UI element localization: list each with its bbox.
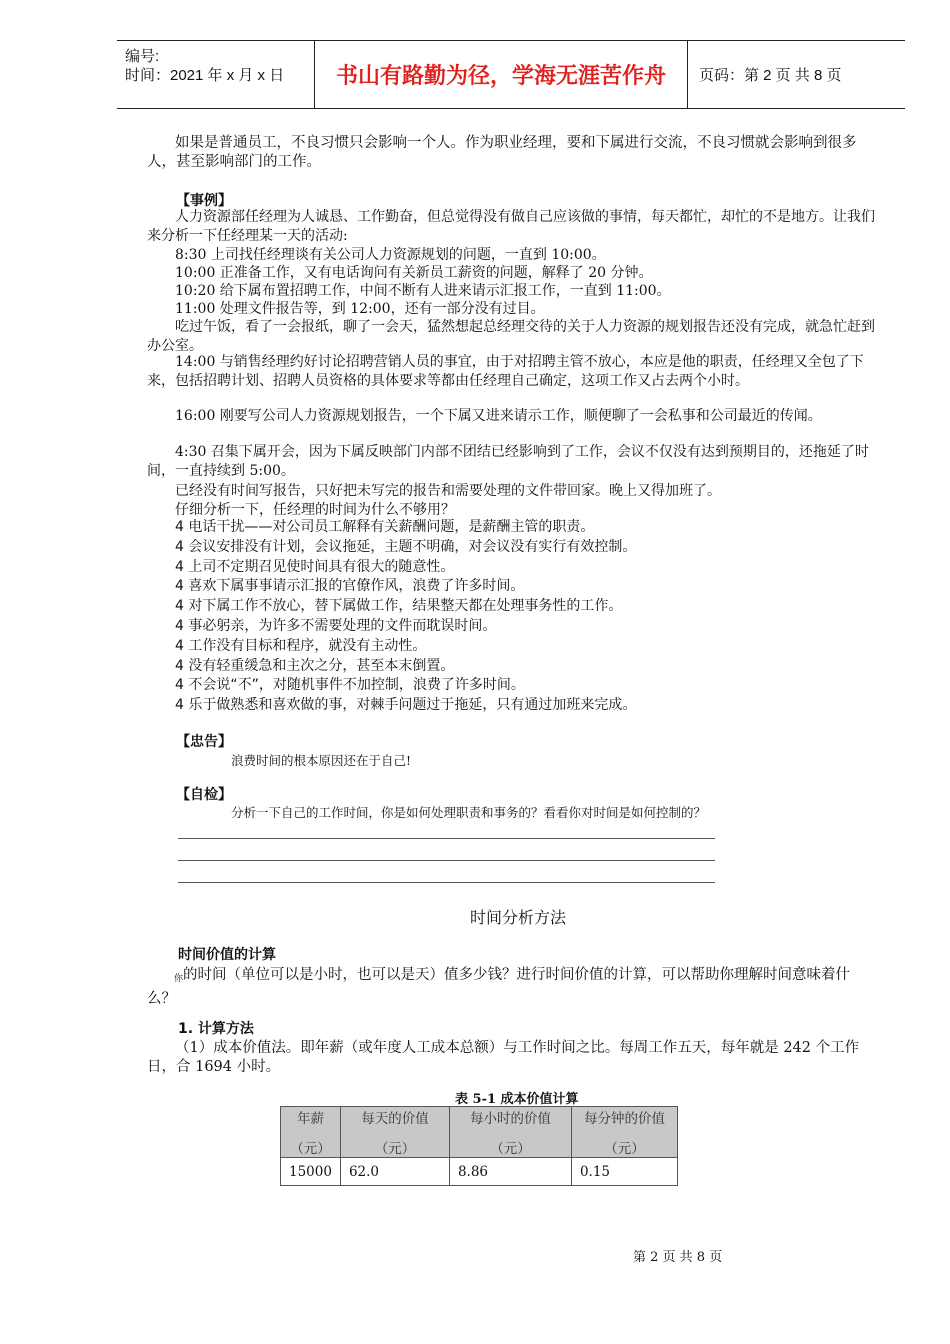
table-cell: 8.86 — [449, 1158, 571, 1186]
tiny-prefix: 你 — [174, 974, 184, 984]
header-label: 年薪 — [296, 1111, 324, 1127]
table-cell: 15000 — [281, 1158, 341, 1186]
case-event: 4:30 召集下属开会，因为下属反映部门内部不团结已经影响到了工作，会议不仅没有达到预期目的，还拖延了时间，一直持续到 5:00。 — [147, 444, 869, 479]
table-cell: 62.0 — [340, 1158, 449, 1186]
answer-line — [178, 838, 715, 839]
table-caption: 表 5-1 成本价值计算 — [455, 1092, 579, 1107]
answer-line — [178, 860, 715, 861]
table-cell: 0.15 — [571, 1158, 677, 1186]
case-event: 11:00 处理文件报告等，到 12:00，还有一部分没有过目。 — [175, 301, 545, 317]
reasons-list — [175, 518, 875, 716]
method-heading: 1. 计算方法 — [178, 1021, 254, 1037]
header-motto: 书山有路勤为径，学海无涯苦作舟 — [315, 41, 688, 108]
table-row — [281, 1158, 678, 1186]
self-check-heading: 【自检】 — [176, 787, 232, 803]
list-item: 4 工作没有目标和程序，就没有主动性。 — [175, 637, 427, 654]
list-item: 4 没有轻重缓急和主次之分，甚至本末倒置。 — [175, 657, 455, 674]
case-paragraph: 人力资源部任经理为人诚恳、工作勤奋，但总觉得没有做自己应该做的事情，每天都忙，却忙的不是地方。让我们来分析一下任经理某一天的活动: — [147, 209, 875, 244]
table-header-cell — [449, 1107, 571, 1158]
header-page-label: 页码：第 2 页 共 8 页 — [699, 67, 842, 84]
case-event: 10:20 给下属布置招聘工作，中间不断有人进来请示汇报工作，一直到 11:00。 — [175, 283, 671, 299]
list-item: 4 对下属工作不放心，替下属做工作，结果整天都在处理事务性的工作。 — [175, 598, 623, 615]
case-event: 吃过午饭，看了一会报纸，聊了一会天，猛然想起总经理交待的关于人力资源的规划报告还没有完成，就急忙赶到办公室。 — [147, 319, 875, 354]
method-text: （1）成本价值法。即年薪（或年度人工成本总额）与工作时间之比。每周工作五天，每年就是 242 个工作日，合 1694 小时。 — [147, 1040, 860, 1075]
case-event: 已经没有时间写报告，只好把未写完的报告和需要处理的文件带回家。晚上又得加班了。 — [175, 483, 721, 499]
table-header-cell — [571, 1107, 677, 1158]
header-unit: （元） — [290, 1141, 331, 1157]
advice-heading: 【忠告】 — [176, 734, 232, 750]
table-header-cell — [340, 1107, 449, 1158]
list-item: 4 喜欢下属事事请示汇报的官僚作风，浪费了许多时间。 — [175, 578, 525, 595]
self-check-text: 分析一下自己的工作时间，你是如何处理职责和事务的？看看你对时间是如何控制的？ — [231, 805, 707, 820]
advice-text: 浪费时间的根本原因还在于自己! — [231, 753, 412, 768]
case-event: 10:00 正准备工作，又有电话询问有关新员工薪资的问题，解释了 20 分钟。 — [175, 265, 653, 281]
header-label: 每天的价值 — [361, 1111, 429, 1127]
subsection-title: 时间价值的计算 — [178, 947, 276, 963]
list-item: 4 乐于做熟悉和喜欢做的事，对棘手问题过于拖延，只有通过加班来完成。 — [175, 697, 637, 714]
header-meta — [117, 41, 315, 108]
section-title: 时间分析方法 — [470, 908, 567, 927]
header-label: 每小时的价值 — [469, 1111, 551, 1127]
header-label: 每分钟的价值 — [583, 1111, 665, 1127]
page-footer: 第 2 页 共 8 页 — [633, 1250, 723, 1265]
number-label: 编号: — [125, 48, 160, 65]
case-heading: 【事例】 — [176, 193, 232, 209]
header-unit: （元） — [490, 1141, 531, 1157]
header-unit: （元） — [374, 1141, 416, 1157]
list-item: 4 不会说“不”，对随机事件不加控制，浪费了许多时间。 — [175, 677, 525, 694]
table-header-cell — [281, 1107, 341, 1158]
intro-paragraph: 如果是普通员工，不良习惯只会影响一个人。作为职业经理，要和下属进行交流，不良习惯就会影响到很多人，甚至影响部门的工作。 — [147, 135, 857, 170]
time-label: 时间：2021 年 x 月 x 日 — [125, 67, 285, 84]
list-item: 4 事必躬亲，为许多不需要处理的文件而耽误时间。 — [175, 617, 497, 634]
case-question: 仔细分析一下，任经理的时间为什么不够用？ — [175, 502, 455, 518]
value-intro-text: 的时间（单位可以是小时，也可以是天）值多少钱？进行时间价值的计算，可以帮助你理解时间意味着什么？ — [147, 967, 851, 1007]
list-item: 4 会议安排没有计划，会议拖延，主题不明确，对会议没有实行有效控制。 — [175, 538, 637, 555]
case-event: 16:00 刚要写公司人力资源规划报告，一个下属又进来请示工作，顺便聊了一会私事和公司最近的传闻。 — [175, 408, 822, 424]
value-intro — [147, 965, 877, 1009]
table-header-row — [281, 1107, 678, 1158]
page-header — [117, 40, 905, 109]
case-event: 8:30 上司找任经理谈有关公司人力资源规划的问题，一直到 10:00。 — [175, 247, 606, 263]
list-item: 4 电话干扰——对公司员工解释有关薪酬问题，是薪酬主管的职责。 — [175, 519, 595, 535]
case-event: 14:00 与销售经理约好讨论招聘营销人员的事宜，由于对招聘主管不放心，本应是他的职责，任经理又全包了下来，包括招聘计划、招聘人员资格的具体要求等都由任经理自己确定，这项工作又占去两个小时。 — [147, 354, 864, 389]
list-item: 4 上司不定期召见使时间具有很大的随意性。 — [175, 558, 455, 575]
cost-value-table — [280, 1106, 678, 1186]
answer-line — [178, 882, 715, 883]
header-unit: （元） — [604, 1141, 645, 1157]
